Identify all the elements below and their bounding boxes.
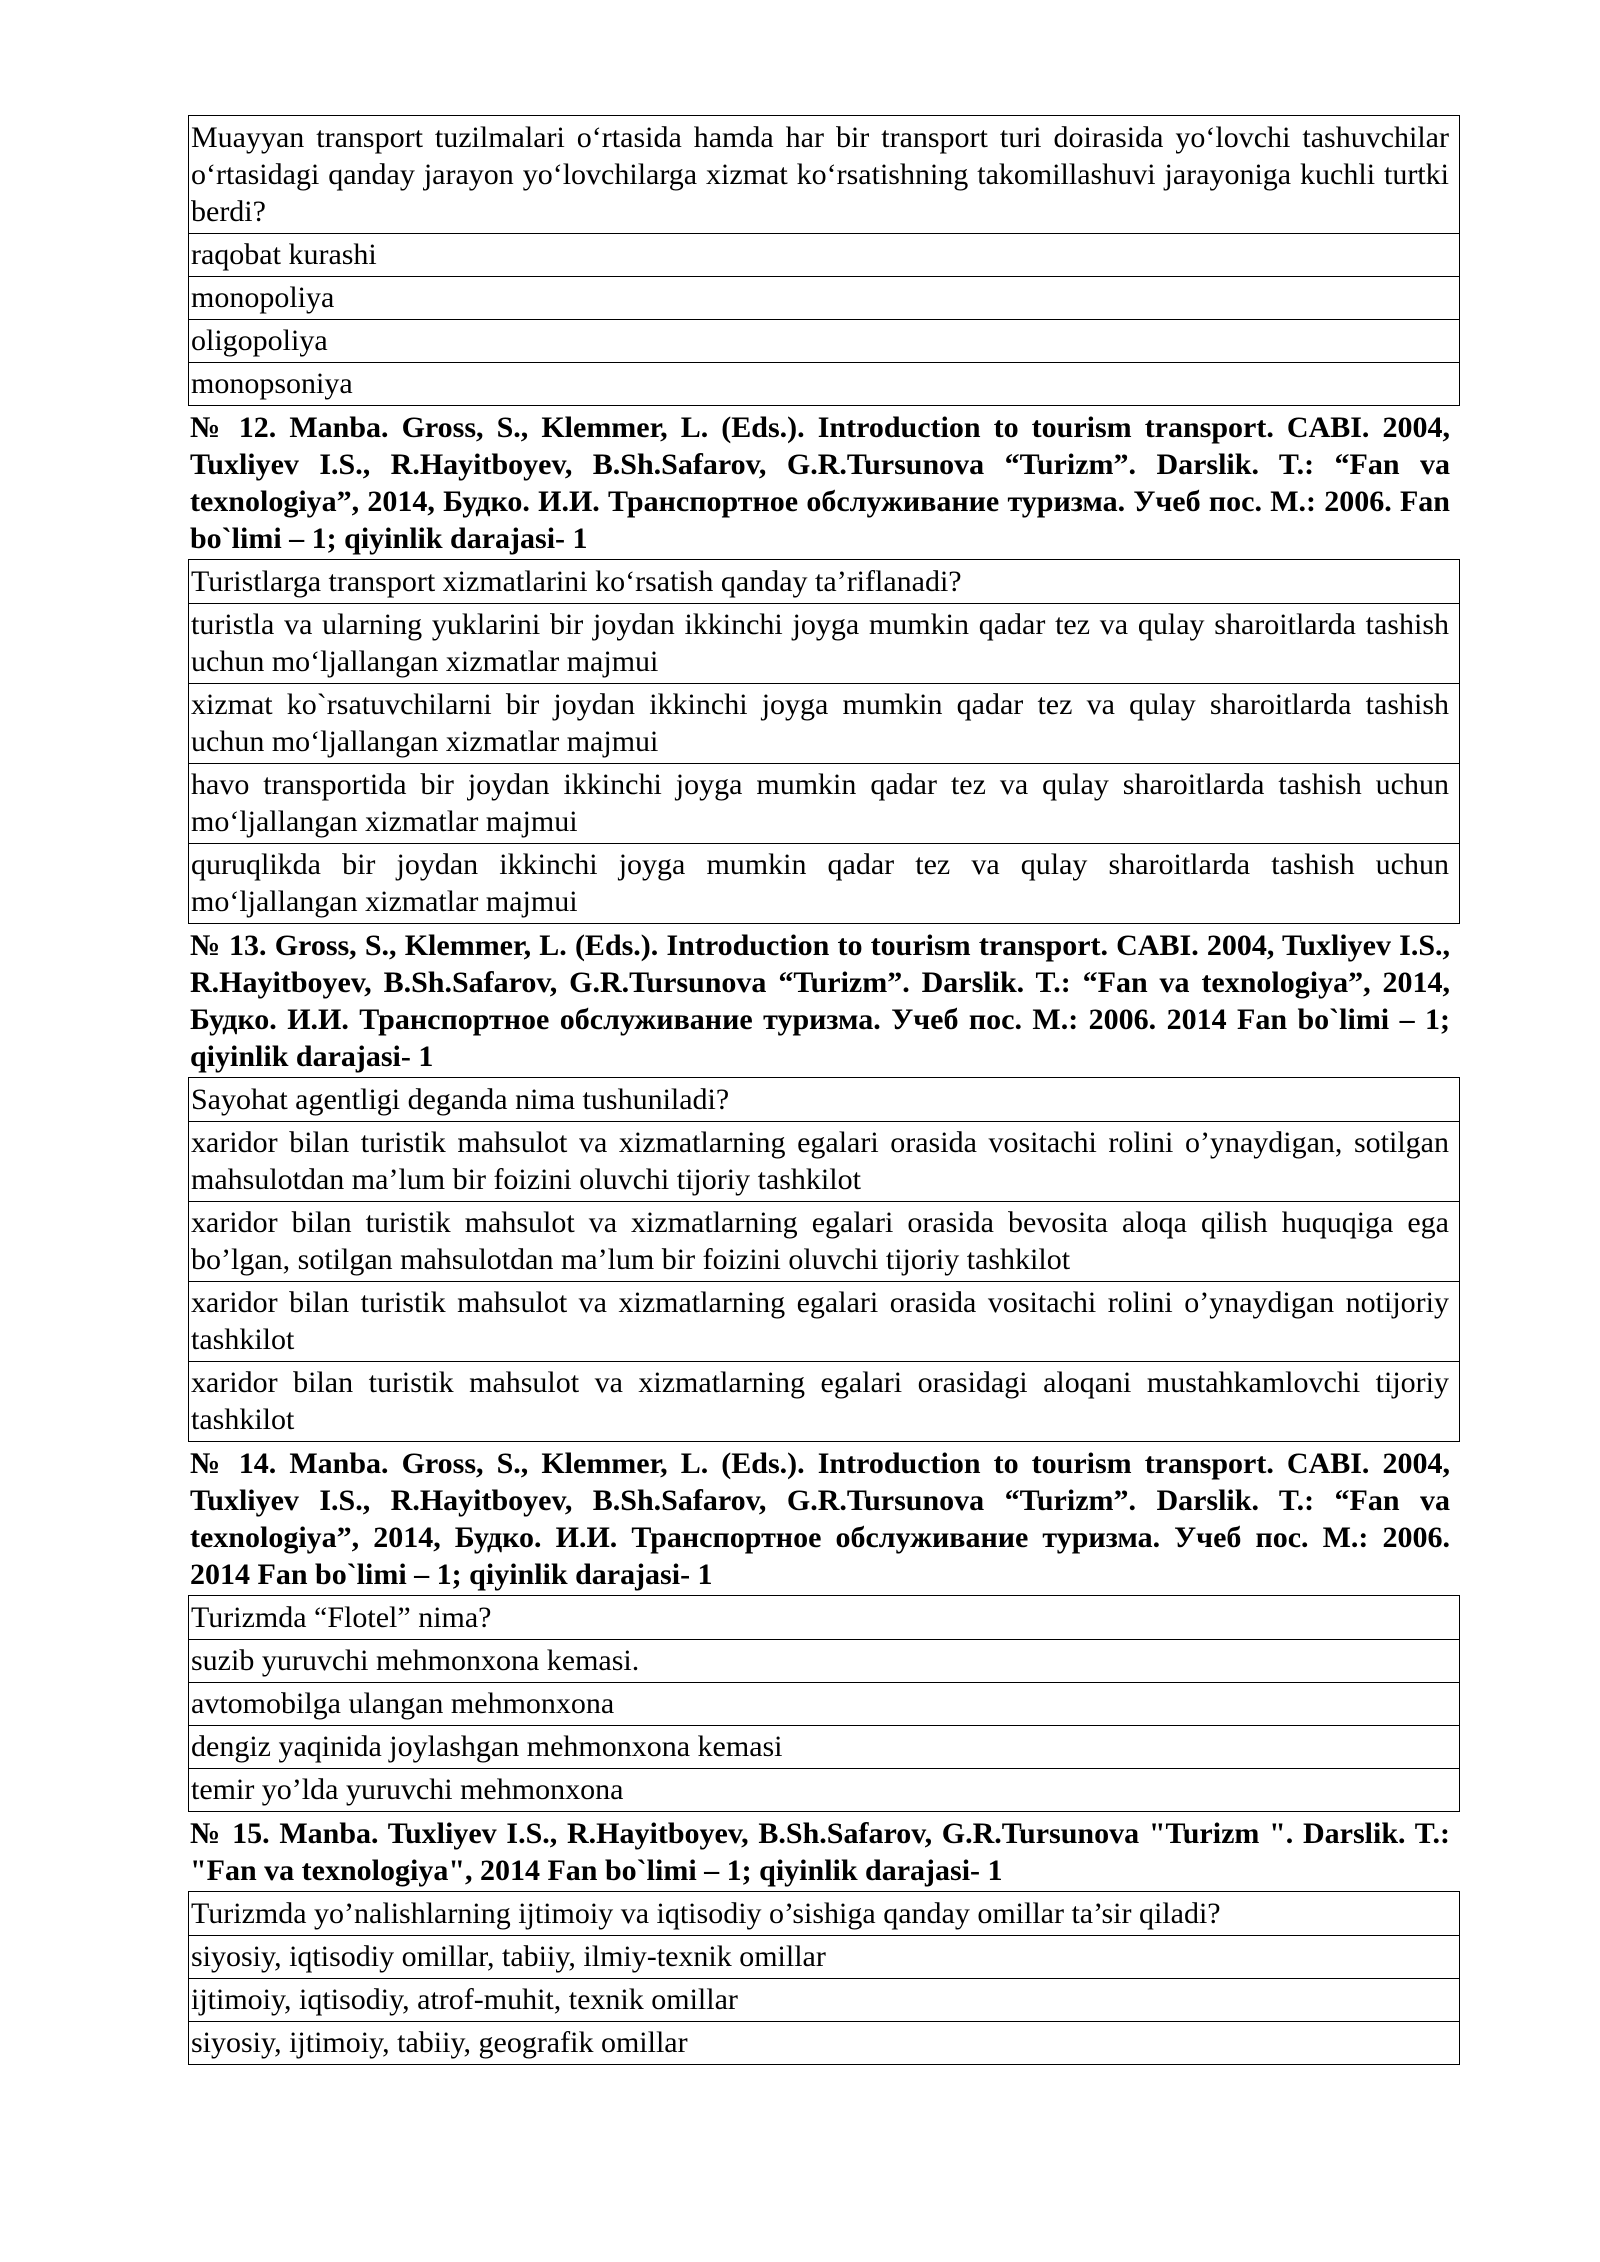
question-source-heading: № 12. Manba. Gross, S., Klemmer, L. (Eds.). Introduction to tourism transport. CABI. 2004, Tuxliyev I.S., R.Hayitboyev, B.Sh.Safarov, G.R.Tursunova “Turizm”. Darslik. T.: “Fan va texnologiya”, 2014, Будко. И.И. Транспортное обслуживание туризма. Учеб пос. М.: 2006. Fan bo`limi – 1; qiyinlik darajasi- 1 — [190, 411, 1450, 555]
question-source-heading: № 13. Gross, S., Klemmer, L. (Eds.). Introduction to tourism transport. CABI. 2004, Tuxliyev I.S., R.Hayitboyev, B.Sh.Safarov, G.R.Tursunova “Turizm”. Darslik. T.: “Fan va texnologiya”, 2014, Будко. И.И. Транспортное обслуживание туризма. Учеб пос. М.: 2006. 2014 Fan bo`limi – 1; qiyinlik darajasi- 1 — [190, 929, 1450, 1073]
answer-option: avtomobilga ulangan mehmonxona — [189, 1683, 1460, 1726]
question-table — [188, 1891, 1460, 2065]
answer-option: xaridor bilan turistik mahsulot va xizmatlarning egalari orasidagi aloqani mustahkamlovchi tijoriy tashkilot — [189, 1362, 1460, 1442]
answer-option: temir yo’lda yuruvchi mehmonxona — [189, 1769, 1460, 1812]
answer-option: xaridor bilan turistik mahsulot va xizmatlarning egalari orasida vositachi rolini o’ynaydigan notijoriy tashkilot — [189, 1282, 1460, 1362]
question-text: Turistlarga transport xizmatlarini ko‘rsatish qanday ta’riflanadi? — [189, 560, 1460, 604]
answer-option: siyosiy, iqtisodiy omillar, tabiiy, ilmiy-texnik omillar — [189, 1936, 1460, 1979]
answer-option: suzib yuruvchi mehmonxona kemasi. — [189, 1640, 1460, 1683]
question-table — [188, 1077, 1460, 1442]
answer-option: ijtimoiy, iqtisodiy, atrof-muhit, texnik omillar — [189, 1979, 1460, 2022]
answer-option: siyosiy, ijtimoiy, tabiiy, geografik omillar — [189, 2022, 1460, 2065]
answer-option: monopsoniya — [189, 363, 1460, 406]
question-text: Muayyan transport tuzilmalari o‘rtasida hamda har bir transport turi doirasida yo‘lovchi tashuvchilar o‘rtasidagi qanday jarayon yo‘lovchilarga xizmat ko‘rsatishning takomillashuvi jarayoniga kuchli turtki berdi? — [189, 116, 1460, 234]
question-text: Turizmda “Flotel” nima? — [189, 1596, 1460, 1640]
answer-option: xizmat ko`rsatuvchilarni bir joydan ikkinchi joyga mumkin qadar tez va qulay sharoitlarda tashish uchun mo‘ljallangan xizmatlar majmui — [189, 684, 1460, 764]
answer-option: oligopoliya — [189, 320, 1460, 363]
question-text: Turizmda yo’nalishlarning ijtimoiy va iqtisodiy o’sishiga qanday omillar ta’sir qiladi? — [189, 1892, 1460, 1936]
answer-option: monopoliya — [189, 277, 1460, 320]
question-source-heading: № 14. Manba. Gross, S., Klemmer, L. (Eds.). Introduction to tourism transport. CABI. 2004, Tuxliyev I.S., R.Hayitboyev, B.Sh.Safarov, G.R.Tursunova “Turizm”. Darslik. T.: “Fan va texnologiya”, 2014, Будко. И.И. Транспортное обслуживание туризма. Учеб пос. М.: 2006. 2014 Fan bo`limi – 1; qiyinlik darajasi- 1 — [190, 1447, 1450, 1591]
document-body — [188, 115, 1460, 2065]
answer-option: turistla va ularning yuklarini bir joydan ikkinchi joyga mumkin qadar tez va qulay sharoitlarda tashish uchun mo‘ljallangan xizmatlar majmui — [189, 604, 1460, 684]
question-source-heading: № 15. Manba. Tuxliyev I.S., R.Hayitboyev, B.Sh.Safarov, G.R.Tursunova "Turizm ". Darslik. T.: "Fan va texnologiya", 2014 Fan bo`limi – 1; qiyinlik darajasi- 1 — [190, 1817, 1450, 1887]
question-text: Sayohat agentligi deganda nima tushuniladi? — [189, 1078, 1460, 1122]
answer-option: havo transportida bir joydan ikkinchi joyga mumkin qadar tez va qulay sharoitlarda tashish uchun mo‘ljallangan xizmatlar majmui — [189, 764, 1460, 844]
answer-option: raqobat kurashi — [189, 234, 1460, 277]
question-table — [188, 559, 1460, 924]
question-table — [188, 1595, 1460, 1812]
answer-option: xaridor bilan turistik mahsulot va xizmatlarning egalari orasida bevosita aloqa qilish huquqiga ega bo’lgan, sotilgan mahsulotdan ma’lum bir foizini oluvchi tijoriy tashkilot — [189, 1202, 1460, 1282]
answer-option: quruqlikda bir joydan ikkinchi joyga mumkin qadar tez va qulay sharoitlarda tashish uchun mo‘ljallangan xizmatlar majmui — [189, 844, 1460, 924]
question-table — [188, 115, 1460, 406]
answer-option: xaridor bilan turistik mahsulot va xizmatlarning egalari orasida vositachi rolini o’ynaydigan, sotilgan mahsulotdan ma’lum bir foizini oluvchi tijoriy tashkilot — [189, 1122, 1460, 1202]
answer-option: dengiz yaqinida joylashgan mehmonxona kemasi — [189, 1726, 1460, 1769]
